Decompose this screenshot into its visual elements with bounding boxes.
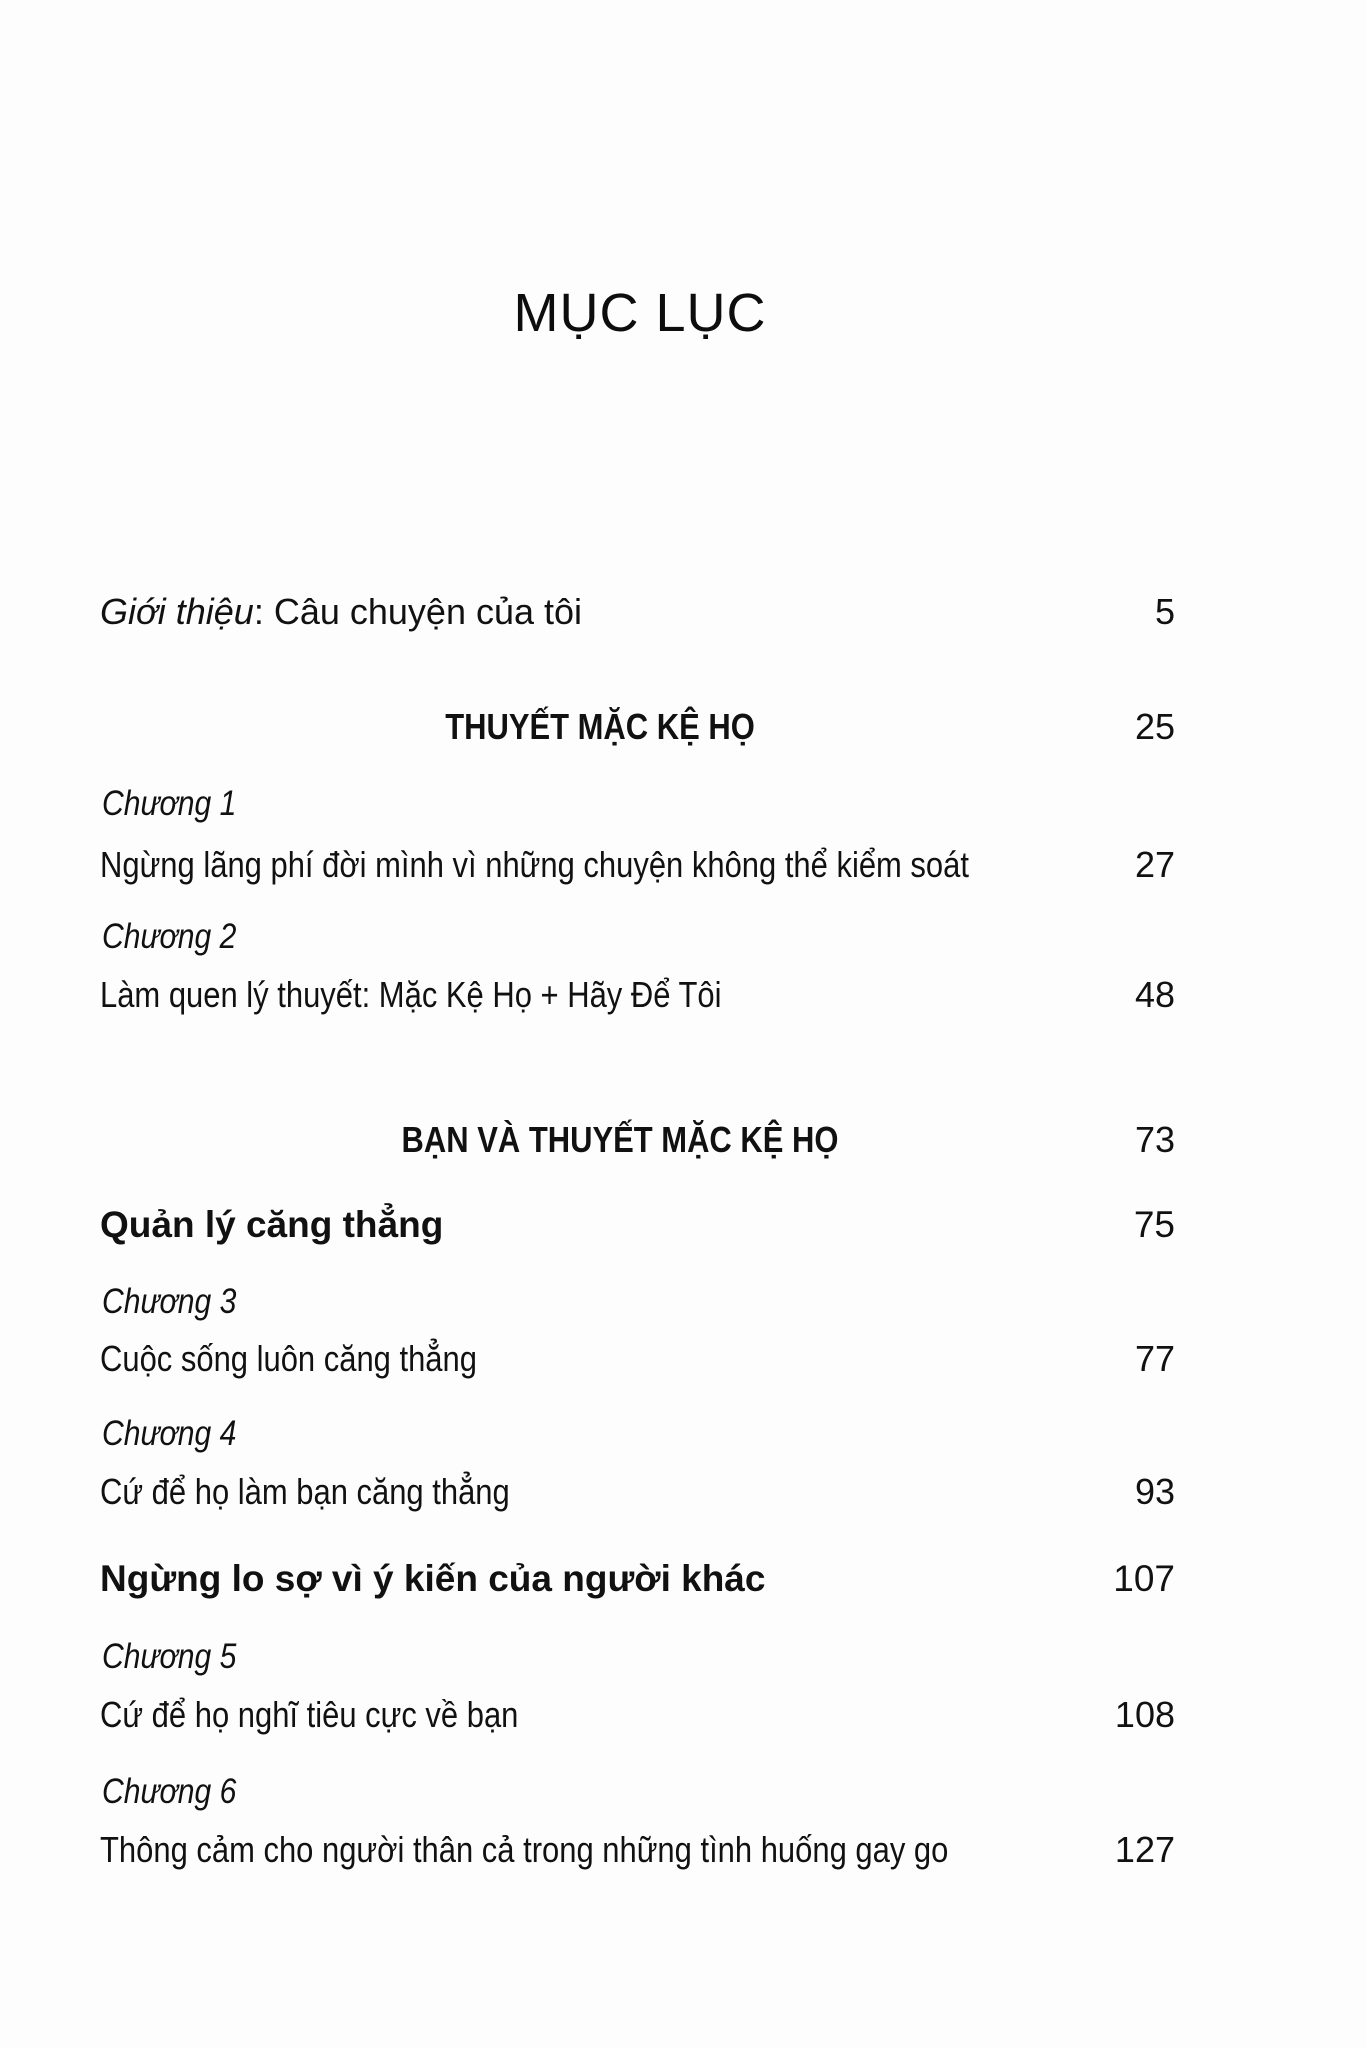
chapter-label: Chương 2 — [102, 917, 237, 956]
page-number: 127 — [1114, 1829, 1175, 1870]
chapter-label: Chương 3 — [102, 1282, 237, 1321]
page-title: MỤC LỤC — [513, 283, 767, 343]
part-title: THUYẾT MẶC KỆ HỌ — [445, 706, 755, 747]
toc-section-2[interactable] — [100, 1557, 1175, 1601]
part-title: BẠN VÀ THUYẾT MẶC KỆ HỌ — [401, 1119, 839, 1160]
chapter-label: Chương 5 — [102, 1637, 237, 1676]
page-number: 5 — [1154, 591, 1175, 632]
toc-entry-chapter-4[interactable] — [100, 1470, 1175, 1514]
toc-entry-chapter-1[interactable] — [100, 843, 1175, 887]
entry-title: Cứ để họ nghĩ tiêu cực về bạn — [100, 1694, 519, 1735]
toc-entry-chapter-2[interactable] — [100, 973, 1175, 1017]
toc-entry-chapter-5[interactable] — [100, 1693, 1175, 1737]
entry-title: Làm quen lý thuyết: Mặc Kệ Họ + Hãy Để Tôi — [100, 974, 722, 1015]
entry-title: Cứ để họ làm bạn căng thẳng — [100, 1471, 510, 1512]
page-number: 93 — [1134, 1471, 1175, 1512]
section-title: Ngừng lo sợ vì ý kiến của người khác — [100, 1558, 766, 1599]
toc-entry-intro[interactable] — [100, 590, 1175, 634]
page-number: 73 — [1134, 1119, 1175, 1160]
page-number: 107 — [1113, 1558, 1175, 1599]
entry-title: Thông cảm cho người thân cả trong những tình huống gay go — [100, 1829, 949, 1870]
page-number: 25 — [1134, 706, 1175, 747]
chapter-label: Chương 1 — [102, 784, 237, 823]
entry-title: Cuộc sống luôn căng thẳng — [100, 1338, 477, 1379]
chapter-label: Chương 4 — [102, 1414, 237, 1453]
toc-section-1[interactable] — [100, 1203, 1175, 1247]
toc-entry-chapter-3[interactable] — [100, 1337, 1175, 1381]
page-number: 75 — [1133, 1204, 1175, 1245]
entry-title: Giới thiệu: Câu chuyện của tôi — [100, 591, 583, 632]
page-number: 77 — [1134, 1338, 1175, 1379]
chapter-label: Chương 6 — [102, 1772, 237, 1811]
page-number: 27 — [1134, 844, 1175, 885]
section-title: Quản lý căng thẳng — [100, 1204, 444, 1245]
page-number: 108 — [1114, 1694, 1175, 1735]
toc-entry-chapter-6[interactable] — [100, 1828, 1175, 1872]
entry-title: Ngừng lãng phí đời mình vì những chuyện không thể kiểm soát — [100, 844, 969, 885]
page-number: 48 — [1134, 974, 1175, 1015]
